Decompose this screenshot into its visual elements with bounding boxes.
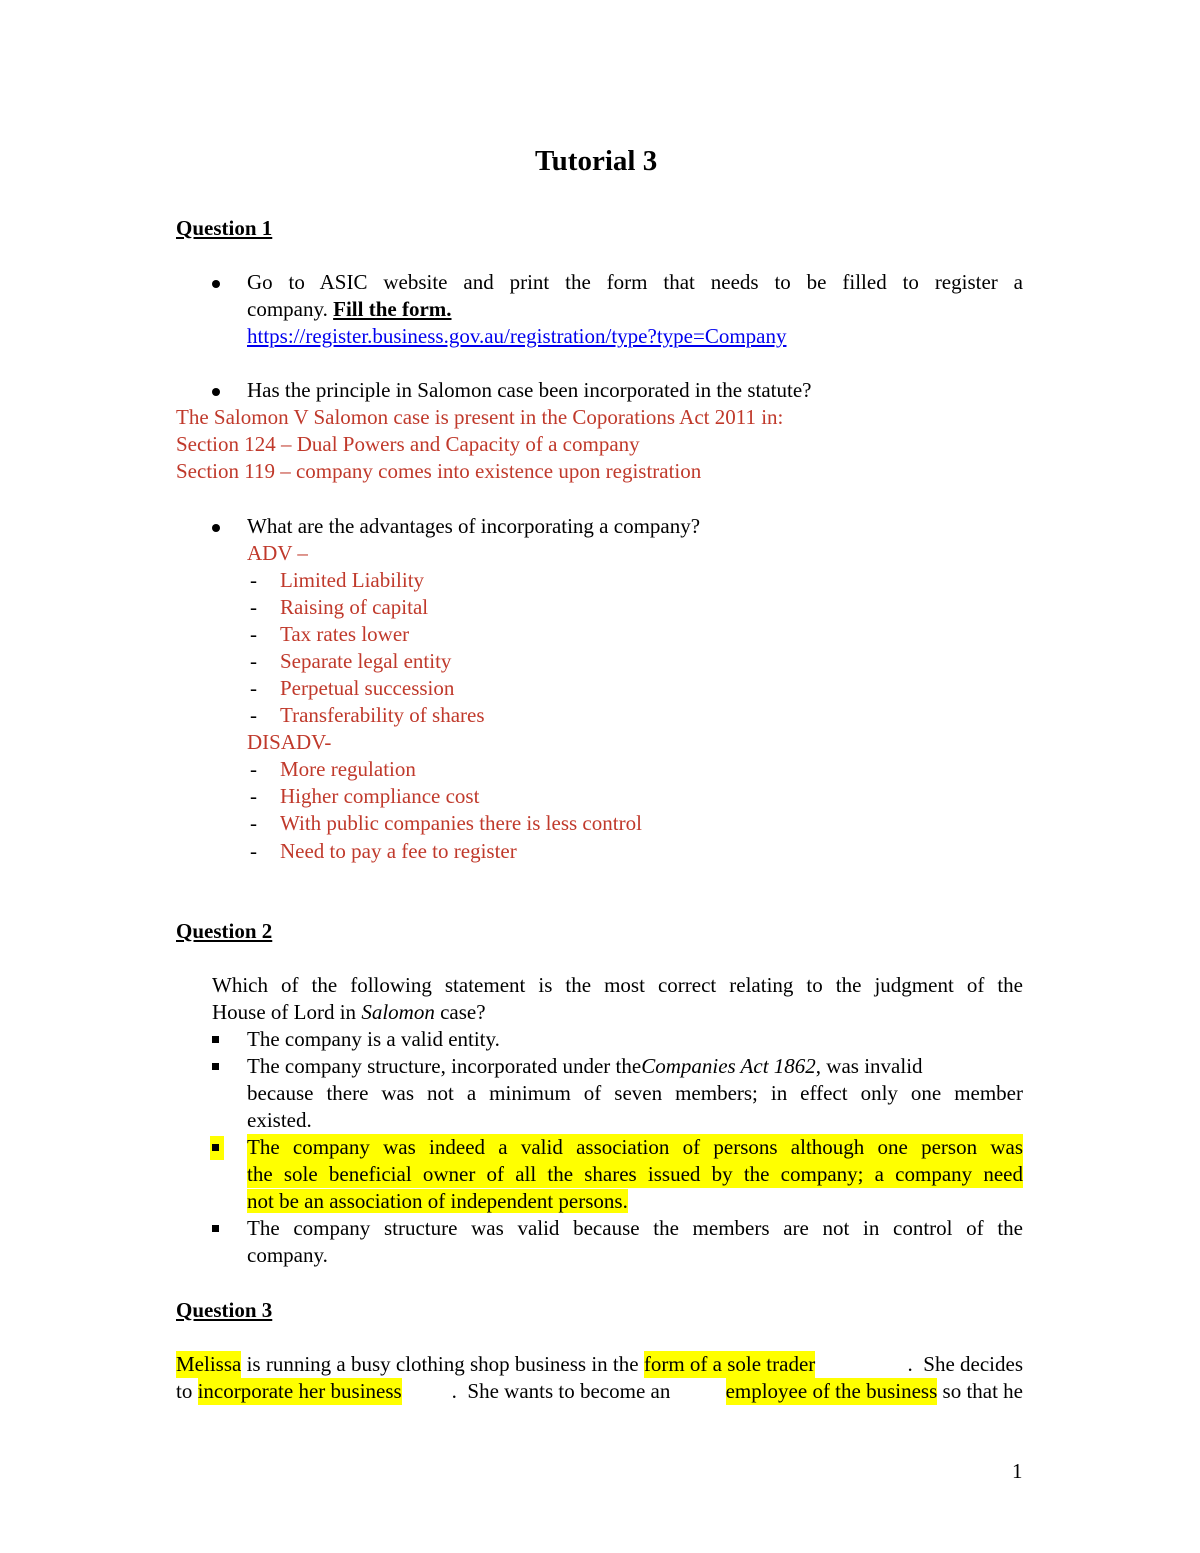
adv-item: Tax rates lower (280, 622, 410, 646)
disadv-item: With public companies there is less control (280, 811, 642, 835)
statute-name: Companies Act 1862 (641, 1054, 816, 1078)
disadv-item: More regulation (280, 757, 416, 781)
square-bullet-icon (212, 1225, 219, 1232)
disadv-label: DISADV- (247, 730, 332, 754)
q2-option-3-text: not be an association of independent persons. (247, 1189, 628, 1213)
q1-bullet1-line2 (247, 296, 452, 323)
q3-highlight: form of a sole trader (643, 1352, 816, 1376)
q3-text: . She decides (907, 1352, 1023, 1376)
square-bullet-icon (212, 1063, 219, 1070)
q2-option-2-text: , was invalid (815, 1054, 923, 1078)
dash-marker: - (250, 676, 257, 700)
q2-option-4-line1: The company structure was valid because the members are not in control of the (247, 1216, 1023, 1240)
disadv-item: Need to pay a fee to register (280, 839, 517, 863)
q2-option-2-line2: because there was not a minimum of seven members; in effect only one member (247, 1081, 1023, 1105)
dash-marker: - (250, 839, 257, 863)
q1-answer-line: Section 124 – Dual Powers and Capacity of a company (176, 432, 640, 456)
dash-marker: - (250, 811, 257, 835)
dash-marker: - (250, 757, 257, 781)
q3-text: so that he (937, 1379, 1023, 1403)
q3-text: . She wants to become an (451, 1379, 676, 1403)
q2-option-2-line1 (247, 1053, 1023, 1080)
bullet-icon (212, 388, 220, 396)
q3-highlight: Melissa (176, 1352, 242, 1376)
q2-option-4-line2: company. (247, 1243, 328, 1267)
q2-option-3-line2: the sole beneficial owner of all the shares issued by the company; a company need (247, 1162, 1023, 1186)
question-3-heading: Question 3 (176, 1298, 273, 1322)
q2-option-2-text: The company structure, incorporated under the (247, 1054, 642, 1078)
case-name: Salomon (361, 1000, 435, 1024)
disadv-item: Higher compliance cost (280, 784, 480, 808)
dash-marker: - (250, 622, 257, 646)
q1-answer-line: The Salomon V Salomon case is present in the Coporations Act 2011 in: (176, 405, 784, 429)
page-title: Tutorial 3 (535, 145, 658, 177)
q3-highlight: employee of the business (725, 1379, 938, 1403)
question-2-heading: Question 2 (176, 919, 273, 943)
bullet-icon (212, 524, 220, 532)
q2-stem-text: case? (434, 1000, 486, 1024)
adv-item: Separate legal entity (280, 649, 452, 673)
bullet-icon (212, 280, 220, 288)
q2-stem-line2 (212, 999, 486, 1026)
q2-option-2-line3: existed. (247, 1108, 312, 1132)
q2-option-3-line1: The company was indeed a valid association of persons although one person was (247, 1135, 1023, 1159)
q1-bullet3: What are the advantages of incorporating a company? (247, 514, 701, 538)
q1-answer-line: Section 119 – company comes into existence upon registration (176, 459, 702, 483)
adv-item: Limited Liability (280, 568, 425, 592)
q2-stem-line1: Which of the following statement is the most correct relating to the judgment of the (212, 973, 1023, 997)
dash-marker: - (250, 784, 257, 808)
asic-registration-link[interactable]: https://register.business.gov.au/registration/type?type=Company (247, 324, 787, 348)
page-number: 1 (1012, 1459, 1023, 1483)
dash-marker: - (250, 568, 257, 592)
q1-bullet1-text: company. (247, 297, 334, 321)
q3-text: is running a busy clothing shop business in the (241, 1352, 644, 1376)
adv-item: Transferability of shares (280, 703, 485, 727)
q3-line1 (176, 1351, 1023, 1378)
dash-marker: - (250, 595, 257, 619)
fill-form-instruction: Fill the form. (333, 297, 452, 321)
adv-item: Raising of capital (280, 595, 429, 619)
adv-label: ADV – (247, 541, 308, 565)
q3-line2 (176, 1378, 1023, 1405)
q1-bullet2: Has the principle in Salomon case been incorporated in the statute? (247, 378, 812, 402)
adv-item: Perpetual succession (280, 676, 455, 700)
q2-option-1: The company is a valid entity. (247, 1027, 500, 1051)
square-bullet-icon (212, 1144, 219, 1151)
q2-stem-text: House of Lord in (212, 1000, 362, 1024)
dash-marker: - (250, 649, 257, 673)
dash-marker: - (250, 703, 257, 727)
question-1-heading: Question 1 (176, 216, 273, 240)
q3-text: to (176, 1379, 198, 1403)
q1-bullet1-line1: Go to ASIC website and print the form that needs to be filled to register a (247, 270, 1023, 294)
q2-option-3-line3 (247, 1188, 628, 1215)
q3-highlight: incorporate her business (197, 1379, 402, 1403)
square-bullet-icon (212, 1036, 219, 1043)
